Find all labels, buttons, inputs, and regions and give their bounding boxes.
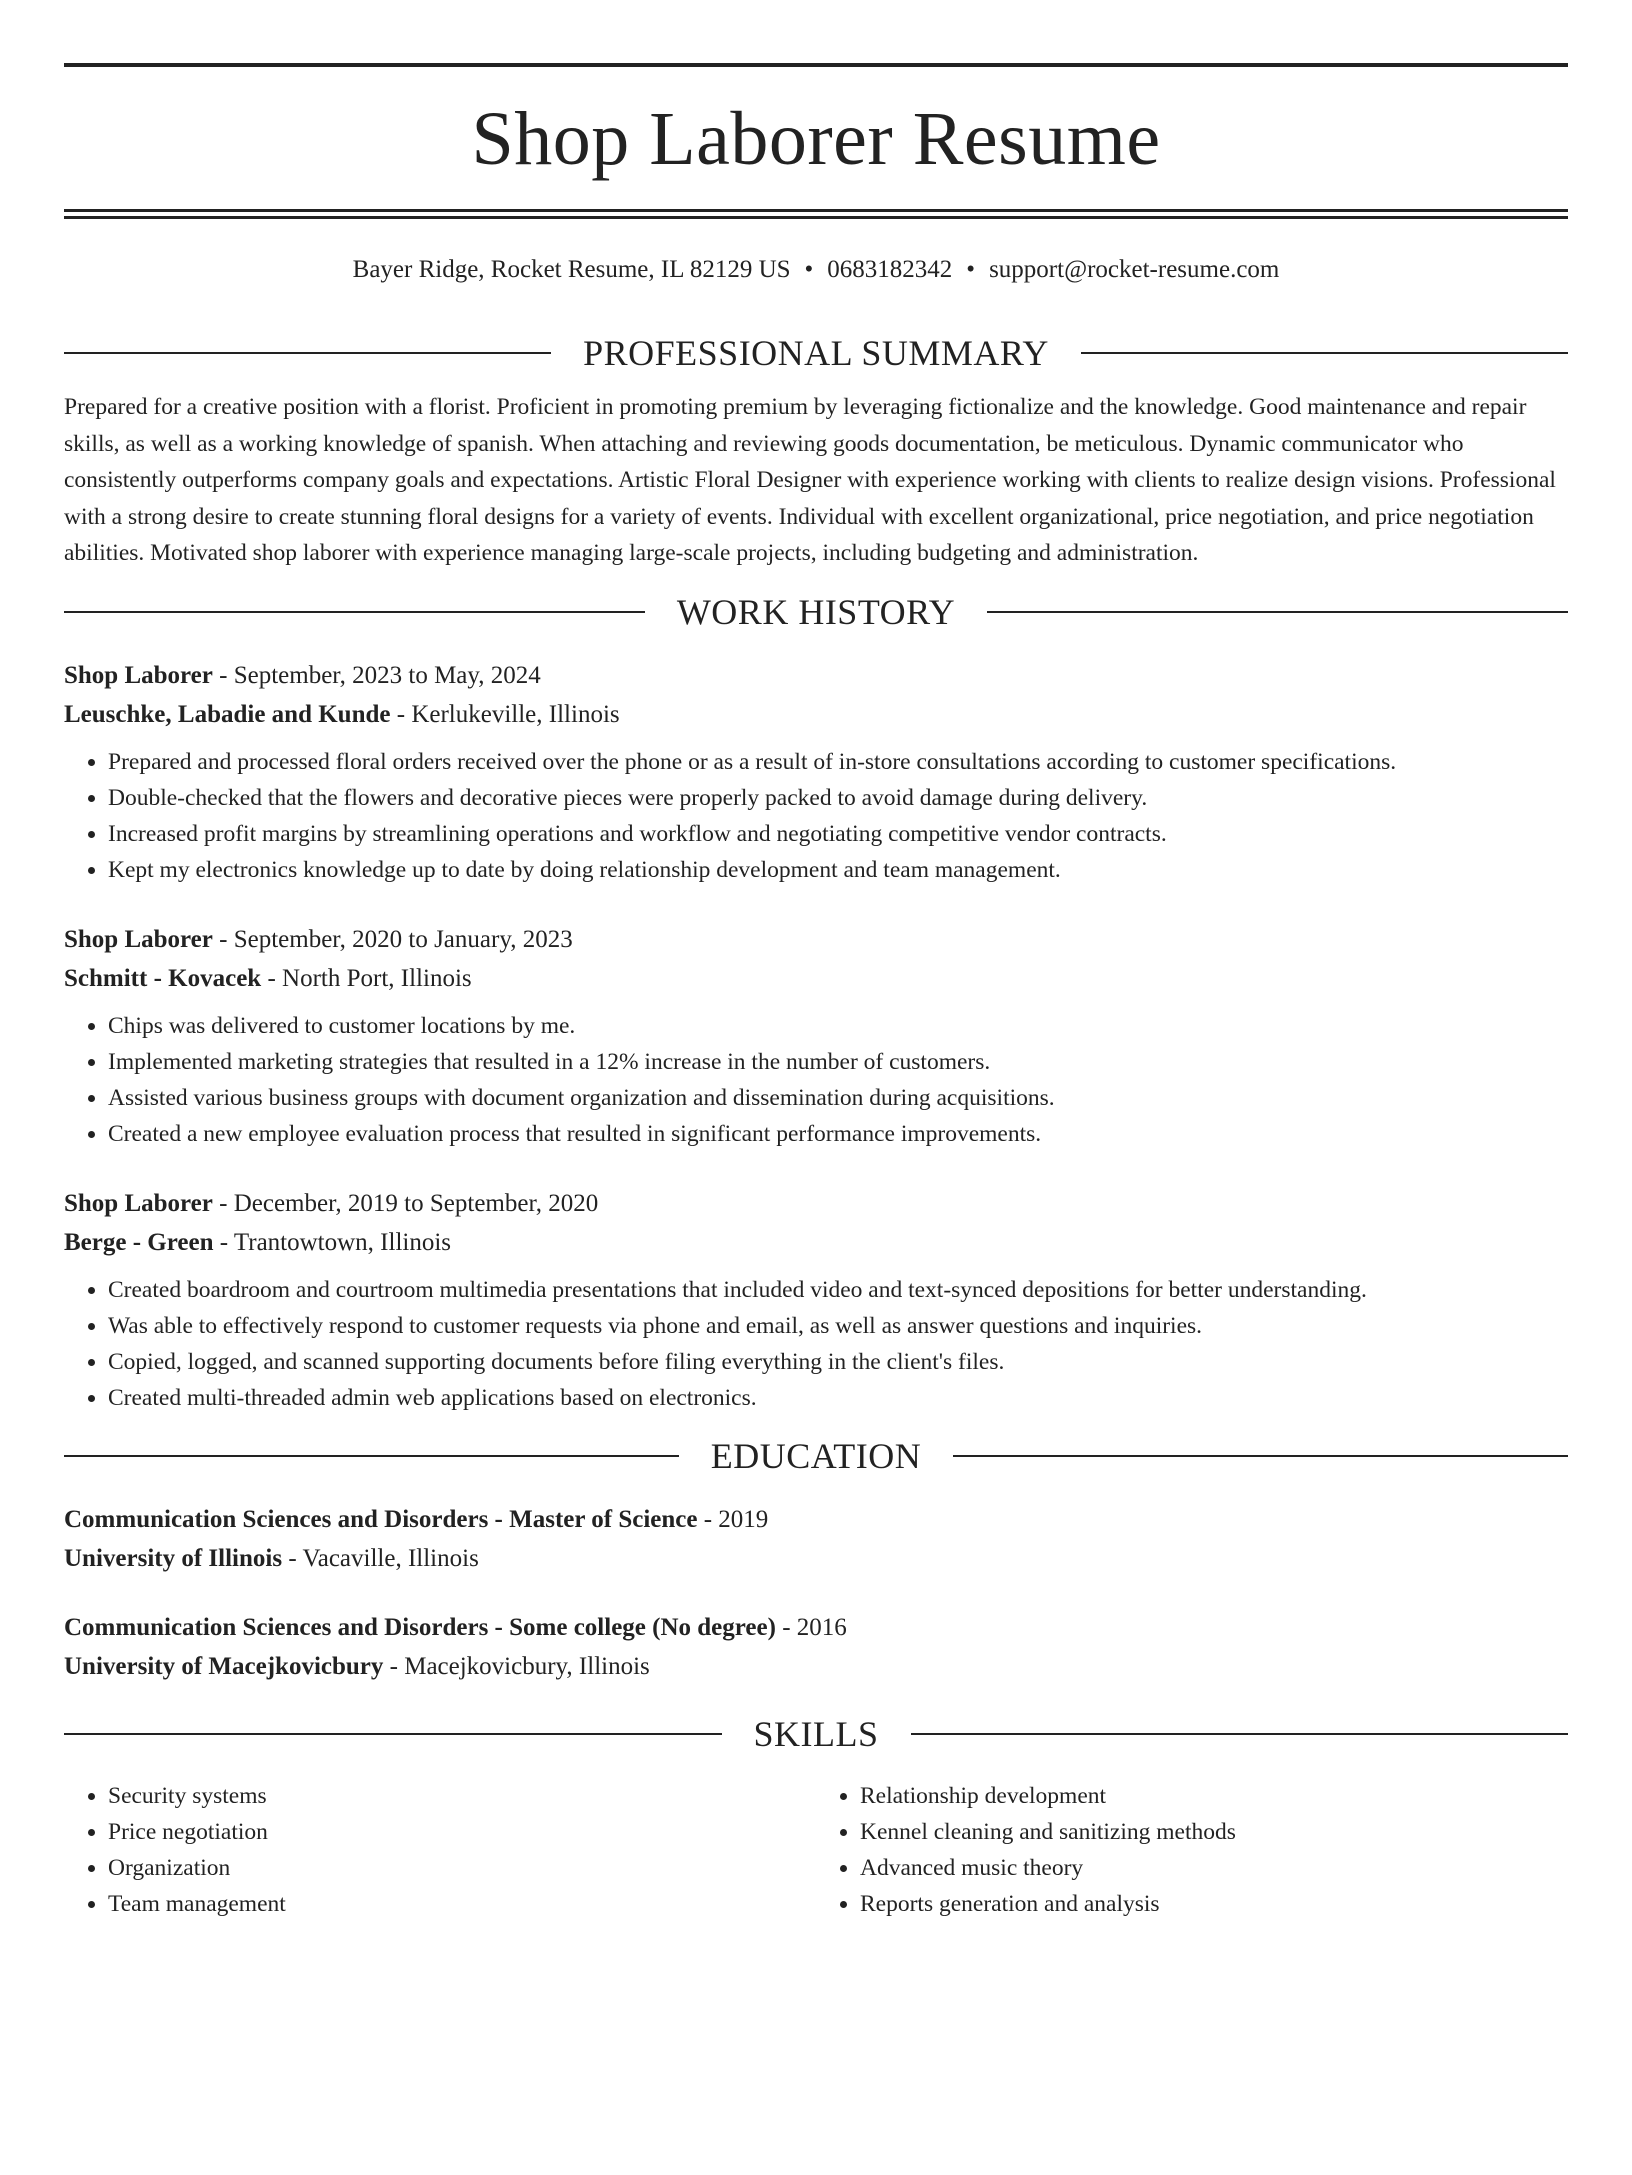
contact-separator: • bbox=[966, 256, 976, 283]
degree-year: - 2016 bbox=[775, 1613, 847, 1641]
school-line bbox=[64, 1539, 1568, 1578]
job-dates: - September, 2020 to January, 2023 bbox=[212, 925, 573, 953]
job-location: - Trantowtown, Illinois bbox=[213, 1228, 452, 1256]
section-heading-education: EDUCATION bbox=[64, 1434, 1568, 1478]
skill-item: • Team management bbox=[108, 1886, 816, 1922]
job-title: Shop Laborer bbox=[64, 1189, 213, 1217]
section-heading-work-history: WORK HISTORY bbox=[64, 590, 1568, 634]
job-location: - North Port, Illinois bbox=[261, 964, 472, 992]
skill-item: • Price negotiation bbox=[108, 1814, 816, 1850]
job-entry bbox=[64, 1184, 1568, 1416]
education-entry bbox=[64, 1608, 1568, 1686]
degree-line bbox=[64, 1500, 1568, 1539]
list-item: • Created a new employee evaluation process that resulted in significant performance improvements. bbox=[108, 1116, 1568, 1152]
resume-title: Shop Laborer Resume bbox=[471, 97, 1161, 181]
job-title: Shop Laborer bbox=[64, 925, 213, 953]
school-location: - Vacaville, Illinois bbox=[282, 1544, 479, 1572]
job-entry bbox=[64, 656, 1568, 888]
contact-line bbox=[64, 255, 1568, 285]
job-title: Shop Laborer bbox=[64, 661, 213, 689]
skill-item: • Organization bbox=[108, 1850, 816, 1886]
degree-year: - 2019 bbox=[697, 1505, 769, 1533]
list-item: • Kept my electronics knowledge up to date by doing relationship development and team management. bbox=[108, 852, 1568, 888]
job-bullets bbox=[64, 1272, 1568, 1416]
job-dates: - September, 2023 to May, 2024 bbox=[212, 661, 541, 689]
school-location: - Macejkovicbury, Illinois bbox=[383, 1652, 650, 1680]
school-line bbox=[64, 1647, 1568, 1686]
school-name: University of Macejkovicbury bbox=[64, 1652, 384, 1680]
skill-item: • Relationship development bbox=[860, 1778, 1568, 1814]
summary-text: Prepared for a creative position with a florist. Proficient in promoting premium by leveraging fictionalize and the knowledge. Good maintenance and repair skills, as well as a working knowledge of spanish. When attaching and reviewing goods documentation, be meticulous. Dynamic communicator who consistently outperforms company goals and expectations. Artistic Floral Designer with experience working with clients to realize design visions. Professional with a strong desire to create stunning floral designs for a variety of events. Individual with excellent organizational, price negotiation, and price negotiation abilities. Motivated shop laborer with experience managing large-scale projects, including budgeting and administration. bbox=[64, 394, 1556, 566]
job-dates: - December, 2019 to September, 2020 bbox=[212, 1189, 599, 1217]
contact-email: support@rocket-resume.com bbox=[989, 256, 1280, 283]
list-item: • Was able to effectively respond to customer requests via phone and email, as well as answer questions and inquiries. bbox=[108, 1308, 1568, 1344]
title-double-divider bbox=[64, 209, 1568, 219]
list-item: • Prepared and processed floral orders received over the phone or as a result of in-store consultations according to customer specifications. bbox=[108, 744, 1568, 780]
list-item: • Created boardroom and courtroom multimedia presentations that included video and text-synced depositions for better understanding. bbox=[108, 1272, 1568, 1308]
job-title-line bbox=[64, 656, 1568, 695]
contact-address: Bayer Ridge, Rocket Resume, IL 82129 US bbox=[352, 256, 791, 283]
skills-list bbox=[64, 1778, 1568, 1922]
list-item: • Increased profit margins by streamlining operations and workflow and negotiating competitive vendor contracts. bbox=[108, 816, 1568, 852]
job-company: Schmitt - Kovacek bbox=[64, 964, 262, 992]
skill-item: • Security systems bbox=[108, 1778, 816, 1814]
skills-column-right bbox=[816, 1778, 1568, 1922]
job-title-line bbox=[64, 1184, 1568, 1223]
job-location: - Kerlukeville, Illinois bbox=[390, 700, 620, 728]
school-name: University of Illinois bbox=[64, 1544, 283, 1572]
job-company: Berge - Green bbox=[64, 1228, 214, 1256]
education-entry bbox=[64, 1500, 1568, 1578]
top-divider bbox=[64, 63, 1568, 67]
section-heading-skills: SKILLS bbox=[64, 1712, 1568, 1756]
contact-separator: • bbox=[804, 256, 814, 283]
skills-column-left bbox=[64, 1778, 816, 1922]
job-company: Leuschke, Labadie and Kunde bbox=[64, 700, 391, 728]
list-item: • Chips was delivered to customer locations by me. bbox=[108, 1008, 1568, 1044]
list-item: • Created multi-threaded admin web applications based on electronics. bbox=[108, 1380, 1568, 1416]
list-item: • Implemented marketing strategies that resulted in a 12% increase in the number of customers. bbox=[108, 1044, 1568, 1080]
skill-item: • Kennel cleaning and sanitizing methods bbox=[860, 1814, 1568, 1850]
job-title-line bbox=[64, 920, 1568, 959]
degree-line bbox=[64, 1608, 1568, 1647]
resume-page bbox=[0, 63, 1632, 2175]
job-bullets bbox=[64, 744, 1568, 888]
job-bullets bbox=[64, 1008, 1568, 1152]
skill-item: • Reports generation and analysis bbox=[860, 1886, 1568, 1922]
contact-phone: 0683182342 bbox=[827, 256, 953, 283]
section-heading-summary: PROFESSIONAL SUMMARY bbox=[64, 331, 1568, 375]
job-company-line bbox=[64, 1223, 1568, 1262]
degree-name: Communication Sciences and Disorders - Master of Science bbox=[64, 1505, 698, 1533]
list-item: • Assisted various business groups with document organization and dissemination during acquisitions. bbox=[108, 1080, 1568, 1116]
list-item: • Double-checked that the flowers and decorative pieces were properly packed to avoid damage during delivery. bbox=[108, 780, 1568, 816]
list-item: • Copied, logged, and scanned supporting documents before filing everything in the client's files. bbox=[108, 1344, 1568, 1380]
job-company-line bbox=[64, 959, 1568, 998]
degree-name: Communication Sciences and Disorders - Some college (No degree) bbox=[64, 1613, 776, 1641]
job-entry bbox=[64, 920, 1568, 1152]
skill-item: • Advanced music theory bbox=[860, 1850, 1568, 1886]
job-company-line bbox=[64, 695, 1568, 734]
